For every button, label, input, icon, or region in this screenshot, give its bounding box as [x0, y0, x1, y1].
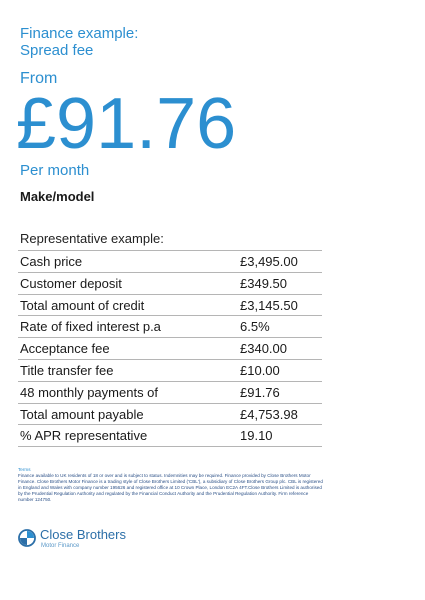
row-value: £349.50 [240, 275, 287, 291]
finance-table [18, 250, 322, 447]
row-label: Rate of fixed interest p.a [20, 319, 161, 335]
table-row [18, 359, 322, 381]
row-value: 19.10 [240, 428, 273, 444]
table-row [18, 294, 322, 316]
table-row [18, 424, 322, 446]
row-label: Cash price [20, 254, 83, 269]
row-value: £91.76 [240, 384, 280, 400]
row-value: 6.5% [240, 319, 270, 335]
table-row [18, 381, 322, 403]
row-value: £4,753.98 [240, 406, 298, 422]
close-brothers-logo-icon [18, 529, 36, 547]
terms-text [18, 467, 323, 504]
row-value: £3,145.50 [240, 297, 298, 313]
row-label: Total amount payable [20, 406, 144, 422]
table-row [18, 315, 322, 337]
logo-subtitle: Motor Finance [41, 543, 80, 549]
table-row [18, 272, 322, 294]
make-model-label: Make/model [20, 189, 95, 204]
row-value: £10.00 [240, 362, 280, 378]
row-label: Title transfer fee [20, 362, 114, 378]
row-label: Total amount of credit [20, 297, 145, 313]
table-row [18, 403, 322, 425]
row-label: 48 monthly payments of [20, 384, 159, 400]
row-label: Customer deposit [20, 275, 122, 291]
table-row [18, 250, 322, 272]
from-label: From [20, 70, 58, 87]
row-label: % APR representative [20, 428, 148, 444]
close-brothers-logo [18, 527, 158, 557]
representative-example-label: Representative example: [20, 231, 164, 246]
row-label: Acceptance fee [20, 341, 110, 357]
per-month-label: Per month [20, 162, 90, 179]
heading-line-2: Spread fee [20, 42, 94, 59]
heading-line-1: Finance example: [20, 25, 139, 42]
terms-title: Terms [18, 467, 31, 472]
row-value: £340.00 [240, 341, 287, 357]
terms-body: Finance available to UK residents of 18 or over and is subject to status. Indemnities may be required. Finance provided by Close Brothers Motor Finance. Close Brothers Motor Finance is a trading style of Close Brothers Limited ('CBL'), a subsidiary of Close Brothers Group plc. CBL is registered in England and Wales with company number 195626 and registered office at 10 Crown Place, London EC2A 4FT.Close Brothers Limited is authorised by the Prudential Regulation Authority and regulated by the Financial Conduct Authority and the Prudential Regulation Authority. Firm reference number 124750. [18, 473, 323, 503]
table-row [18, 337, 322, 359]
monthly-price: £91.76 [16, 84, 237, 164]
finance-heading [20, 25, 138, 59]
logo-name: Close Brothers [40, 527, 126, 542]
row-value: £3,495.00 [240, 254, 298, 269]
